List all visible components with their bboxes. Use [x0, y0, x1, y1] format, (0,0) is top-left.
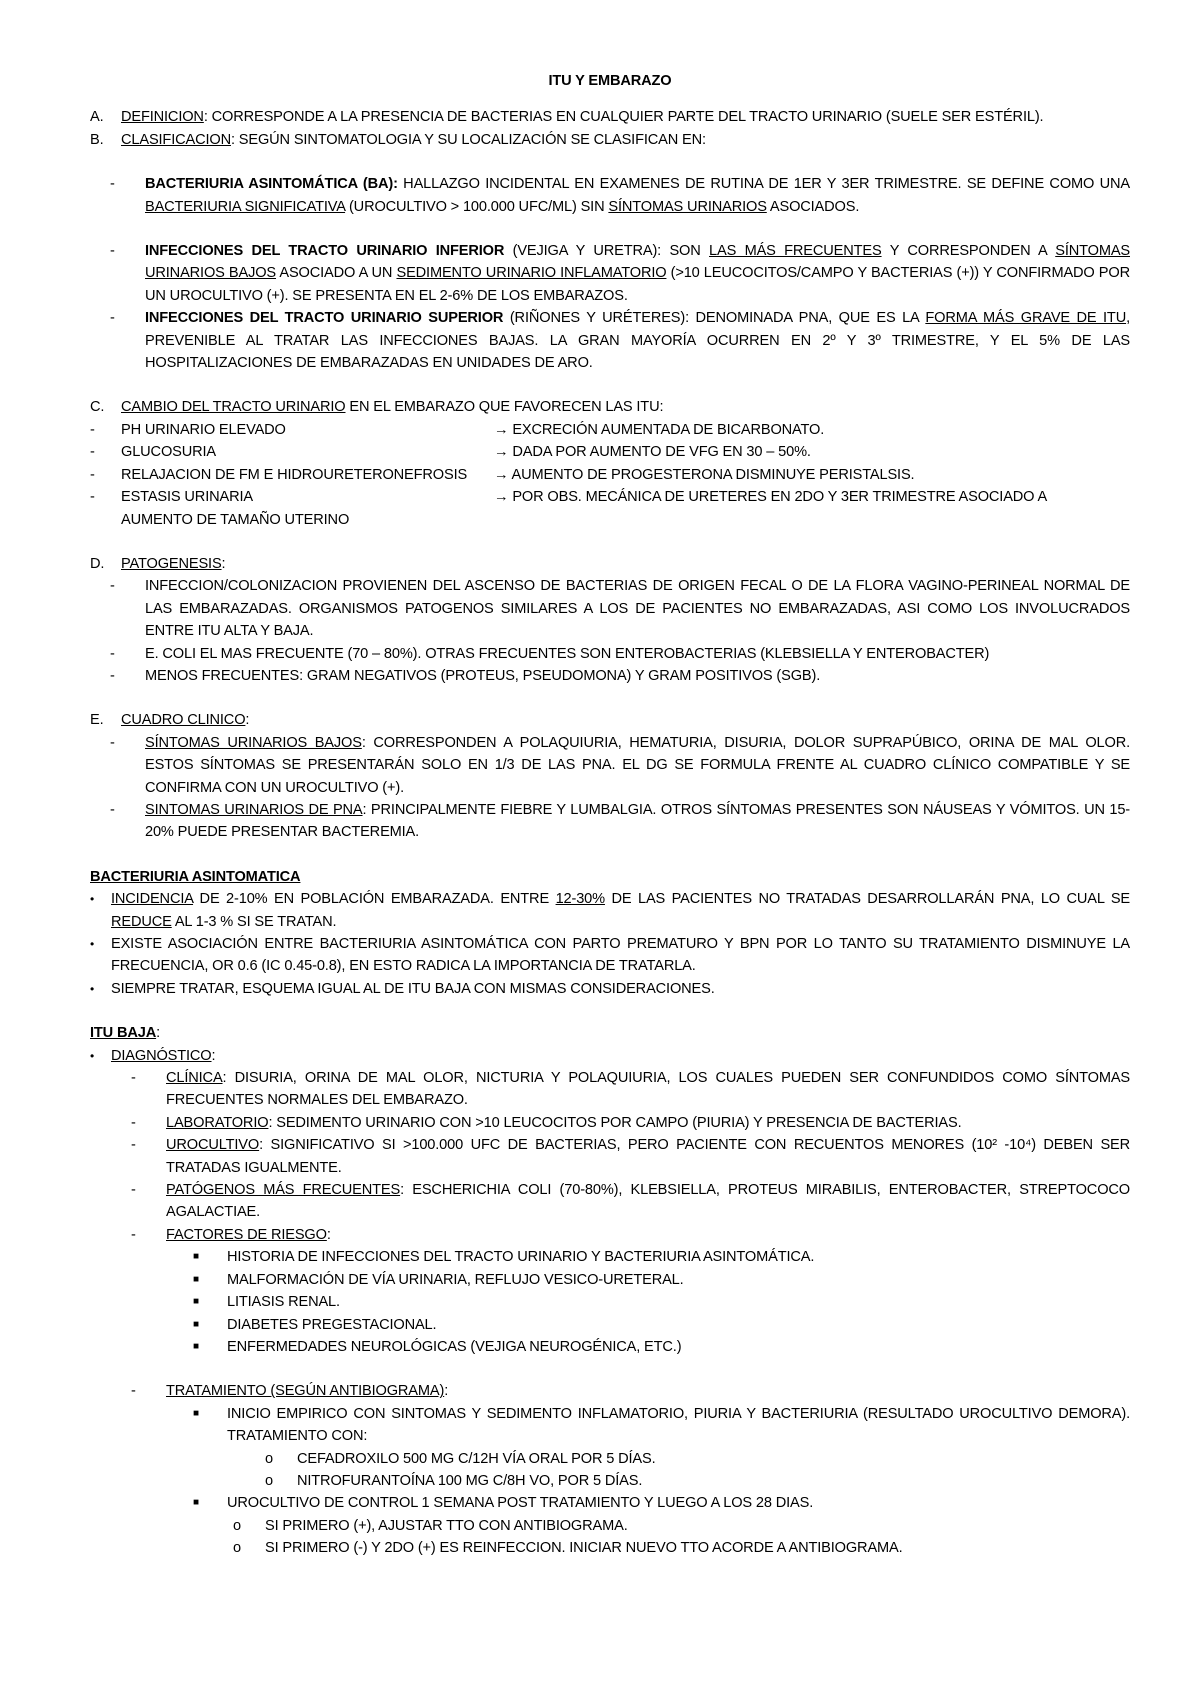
square-item: ■ INICIO EMPIRICO CON SINTOMAS Y SEDIMENTO INFLAMATORIO, PIURIA Y BACTERIURIA (RESULTADO UROCULTIVO DEMORA). TRATAMIENTO CON:	[90, 1403, 1130, 1448]
circle-bullet: o	[265, 1450, 273, 1467]
circle-bullet: o	[233, 1517, 241, 1534]
dash-marker: -	[110, 734, 115, 751]
square-bullet: ■	[193, 1273, 199, 1285]
square-item: ■ ENFERMEDADES NEUROLÓGICAS (VEJIGA NEUROGÉNICA, ETC.)	[90, 1336, 1130, 1358]
section-b-clasificacion	[90, 129, 1130, 151]
bullet-marker: •	[90, 937, 95, 951]
dash-marker: -	[131, 1114, 136, 1131]
list-item: - LABORATORIO: SEDIMENTO URINARIO CON >10 LEUCOCITOS POR CAMPO (PIURIA) Y PRESENCIA DE BACTERIAS.	[90, 1112, 1130, 1134]
section-marker: C.	[90, 399, 105, 416]
section-marker: E.	[90, 712, 104, 729]
square-bullet: ■	[193, 1497, 199, 1509]
section-label: DEFINICION	[121, 109, 204, 126]
bullet-item: • EXISTE ASOCIACIÓN ENTRE BACTERIURIA ASINTOMÁTICA CON PARTO PREMATURO Y BPN POR LO TANTO SU TRATAMIENTO DISMINUYE LA FRECUENCIA, OR 0.6 (IC 0.45-0.8), EN ESTO RADICA LA IMPORTANCIA DE TRATARLA.	[90, 933, 1130, 978]
table-row	[90, 441, 1130, 463]
circle-item: o NITROFURANTOÍNA 100 MG C/8H VO, POR 5 DÍAS.	[90, 1470, 1130, 1492]
dash-marker: -	[110, 667, 115, 684]
list-item: - CLÍNICA: DISURIA, ORINA DE MAL OLOR, NICTURIA Y POLAQUIURIA, LOS CUALES PUEDEN SER CONFUNDIDOS COMO SÍNTOMAS FRECUENTES NORMALES DEL EMBARAZO.	[90, 1067, 1130, 1112]
dash-marker: -	[90, 444, 95, 461]
bullet-marker: •	[90, 1048, 95, 1063]
table-cell-right: → POR OBS. MECÁNICA DE URETERES EN 2DO Y 3ER TRIMESTRE ASOCIADO A	[494, 489, 1048, 506]
bullet-item: • INCIDENCIA DE 2-10% EN POBLACIÓN EMBARAZADA. ENTRE 12-30% DE LAS PACIENTES NO TRATADAS DESARROLLARÁN PNA, LO CUAL SE REDUCE AL 1-3 % SI SE TRATAN.	[90, 888, 1130, 933]
section-label: CAMBIO DEL TRACTO URINARIO	[121, 399, 346, 416]
section-text: : CORRESPONDE A LA PRESENCIA DE BACTERIAS EN CUALQUIER PARTE DEL TRACTO URINARIO (SUELE SER ESTÉRIL).	[203, 109, 1044, 126]
square-bullet: ■	[193, 1318, 199, 1330]
square-item: ■ MALFORMACIÓN DE VÍA URINARIA, REFLUJO VESICO-URETERAL.	[90, 1269, 1130, 1291]
square-item: ■ HISTORIA DE INFECCIONES DEL TRACTO URINARIO Y BACTERIURIA ASINTOMÁTICA.	[90, 1246, 1130, 1268]
table-cell-right: → EXCRECIÓN AUMENTADA DE BICARBONATO.	[494, 421, 825, 438]
square-bullet: ■	[193, 1296, 199, 1308]
table-cell-left: ESTASIS URINARIA	[121, 489, 253, 506]
section-marker: D.	[90, 555, 105, 572]
table-cell-left: GLUCOSURIA	[121, 444, 216, 461]
table-row	[90, 419, 1130, 441]
square-bullet: ■	[193, 1340, 199, 1352]
section-e-cuadro-clinico: E. CUADRO CLINICO:	[90, 709, 1130, 731]
section-heading-itu-baja: ITU BAJA:	[90, 1025, 161, 1042]
dash-marker: -	[131, 1226, 136, 1243]
dash-marker: -	[110, 310, 115, 327]
table-cell-left: PH URINARIO ELEVADO	[121, 421, 286, 438]
bullet-marker: •	[90, 981, 95, 996]
cambios-table	[90, 419, 1130, 531]
table-cell-right: → AUMENTO DE PROGESTERONA DISMINUYE PERISTALSIS.	[494, 466, 915, 483]
dash-marker: -	[131, 1182, 136, 1199]
square-bullet: ■	[193, 1407, 199, 1419]
square-item: ■ DIABETES PREGESTACIONAL.	[90, 1314, 1130, 1336]
dash-marker: -	[90, 466, 95, 483]
dash-marker: -	[90, 489, 95, 506]
dash-marker: -	[110, 176, 115, 193]
list-item: - MENOS FRECUENTES: GRAM NEGATIVOS (PROTEUS, PSEUDOMONA) Y GRAM POSITIVOS (SGB).	[90, 665, 1130, 687]
section-d-patogenesis: D. PATOGENESIS:	[90, 553, 1130, 575]
list-item: - E. COLI EL MAS FRECUENTE (70 – 80%). OTRAS FRECUENTES SON ENTEROBACTERIAS (KLEBSIELLA Y ENTEROBACTER)	[90, 643, 1130, 665]
dash-marker: -	[110, 578, 115, 595]
circle-bullet: o	[265, 1472, 273, 1489]
list-item: - BACTERIURIA ASINTOMÁTICA (BA): HALLAZGO INCIDENTAL EN EXAMENES DE RUTINA DE 1ER Y 3ER TRIMESTRE. SE DEFINE COMO UNA BACTERIURIA SIGNIFICATIVA (UROCULTIVO > 100.000 UFC/ML) SIN SÍNTOMAS URINARIOS ASOCIADOS.	[90, 173, 1130, 218]
dash-marker: -	[131, 1137, 136, 1154]
page-title: ITU Y EMBARAZO	[548, 73, 672, 89]
bullet-marker: •	[90, 892, 95, 907]
document-page	[90, 70, 1130, 1560]
dash-marker: -	[110, 645, 115, 662]
table-row	[90, 486, 1130, 508]
circle-item: o CEFADROXILO 500 MG C/12H VÍA ORAL POR 5 DÍAS.	[90, 1448, 1130, 1470]
circle-bullet: o	[233, 1540, 241, 1557]
table-row-continuation: AUMENTO DE TAMAÑO UTERINO	[121, 511, 350, 528]
section-label: CLASIFICACION	[121, 131, 231, 148]
circle-item: o SI PRIMERO (+), AJUSTAR TTO CON ANTIBIOGRAMA.	[90, 1515, 1130, 1537]
square-item: ■ UROCULTIVO DE CONTROL 1 SEMANA POST TRATAMIENTO Y LUEGO A LOS 28 DIAS.	[90, 1492, 1130, 1514]
section-text: : SEGÚN SINTOMATOLOGIA Y SU LOCALIZACIÓN SE CLASIFICAN EN:	[230, 131, 706, 148]
list-item: - INFECCION/COLONIZACION PROVIENEN DEL ASCENSO DE BACTERIAS DE ORIGEN FECAL O DE LA FLORA VAGINO-PERINEAL NORMAL DE LAS EMBARAZADAS. ORGANISMOS PATOGENOS SIMILARES A LOS DE PACIENTES NO EMBARAZADAS, ASI COMO LOS INVOLUCRADOS ENTRE ITU ALTA Y BAJA.	[90, 575, 1130, 642]
table-row	[90, 464, 1130, 486]
list-item: - FACTORES DE RIESGO:	[90, 1224, 1130, 1246]
list-item: - TRATAMIENTO (SEGÚN ANTIBIOGRAMA):	[90, 1380, 1130, 1402]
section-a-definicion	[90, 106, 1130, 128]
square-bullet: ■	[193, 1251, 199, 1263]
section-heading-bacteriuria: BACTERIURIA ASINTOMATICA	[90, 868, 301, 885]
circle-item: o SI PRIMERO (-) Y 2DO (+) ES REINFECCION. INICIAR NUEVO TTO ACORDE A ANTIBIOGRAMA.	[90, 1537, 1130, 1559]
section-marker: A.	[90, 109, 104, 126]
dash-marker: -	[90, 421, 95, 438]
square-item: ■ LITIASIS RENAL.	[90, 1291, 1130, 1313]
list-item: - UROCULTIVO: SIGNIFICATIVO SI >100.000 UFC DE BACTERIAS, PERO PACIENTE CON RECUENTOS MENORES (10² -10⁴) DEBEN SER TRATADAS IGUALMENTE.	[90, 1134, 1130, 1179]
list-item: - INFECCIONES DEL TRACTO URINARIO SUPERIOR (RIÑONES Y URÉTERES): DENOMINADA PNA, QUE ES LA FORMA MÁS GRAVE DE ITU, PREVENIBLE AL TRATAR LAS INFECCIONES BAJAS. LA GRAN MAYORÍA OCURREN EN 2º Y 3º TRIMESTRE, Y EL 5% DE LAS HOSPITALIZACIONES DE EMBARAZADAS EN UNIDADES DE ARO.	[90, 307, 1130, 374]
bullet-item: • SIEMPRE TRATAR, ESQUEMA IGUAL AL DE ITU BAJA CON MISMAS CONSIDERACIONES.	[90, 978, 1130, 1000]
section-label: PATOGENESIS	[121, 555, 222, 572]
dash-marker: -	[131, 1070, 136, 1087]
dash-marker: -	[110, 243, 115, 260]
section-label: CUADRO CLINICO	[121, 712, 246, 729]
dash-marker: -	[110, 801, 115, 818]
dash-marker: -	[131, 1383, 136, 1400]
list-item: - SÍNTOMAS URINARIOS BAJOS: CORRESPONDEN A POLAQUIURIA, HEMATURIA, DISURIA, DOLOR SUPRAPÚBICO, ORINA DE MAL OLOR. ESTOS SÍNTOMAS SE PRESENTARÁN SOLO EN 1/3 DE LAS PNA. EL DG SE FORMULA FRENTE AL CUADRO CLÍNICO COMPATIBLE Y SE CONFIRMA CON UN UROCULTIVO (+).	[90, 732, 1130, 799]
list-item: - INFECCIONES DEL TRACTO URINARIO INFERIOR (VEJIGA Y URETRA): SON LAS MÁS FRECUENTES Y CORRESPONDEN A SÍNTOMAS URINARIOS BAJOS ASOCIADO A UN SEDIMENTO URINARIO INFLAMATORIO (>10 LEUCOCITOS/CAMPO Y BACTERIAS (+)) Y CONFIRMADO POR UN UROCULTIVO (+). SE PRESENTA EN EL 2-6% DE LOS EMBARAZOS.	[90, 240, 1130, 307]
list-item: - PATÓGENOS MÁS FRECUENTES: ESCHERICHIA COLI (70-80%), KLEBSIELLA, PROTEUS MIRABILIS, ENTEROBACTER, STREPTOCOCO AGALACTIAE.	[90, 1179, 1130, 1224]
section-c-cambios: C. CAMBIO DEL TRACTO URINARIO EN EL EMBARAZO QUE FAVORECEN LAS ITU:	[90, 396, 1130, 418]
table-cell-left: RELAJACION DE FM E HIDROURETERONEFROSIS	[121, 466, 468, 483]
bullet-item: • DIAGNÓSTICO:	[90, 1045, 1130, 1067]
section-marker: B.	[90, 131, 104, 148]
list-item: - SINTOMAS URINARIOS DE PNA: PRINCIPALMENTE FIEBRE Y LUMBALGIA. OTROS SÍNTOMAS PRESENTES SON NÁUSEAS Y VÓMITOS. UN 15-20% PUEDE PRESENTAR BACTEREMIA.	[90, 799, 1130, 844]
table-cell-right: → DADA POR AUMENTO DE VFG EN 30 – 50%.	[494, 444, 811, 461]
